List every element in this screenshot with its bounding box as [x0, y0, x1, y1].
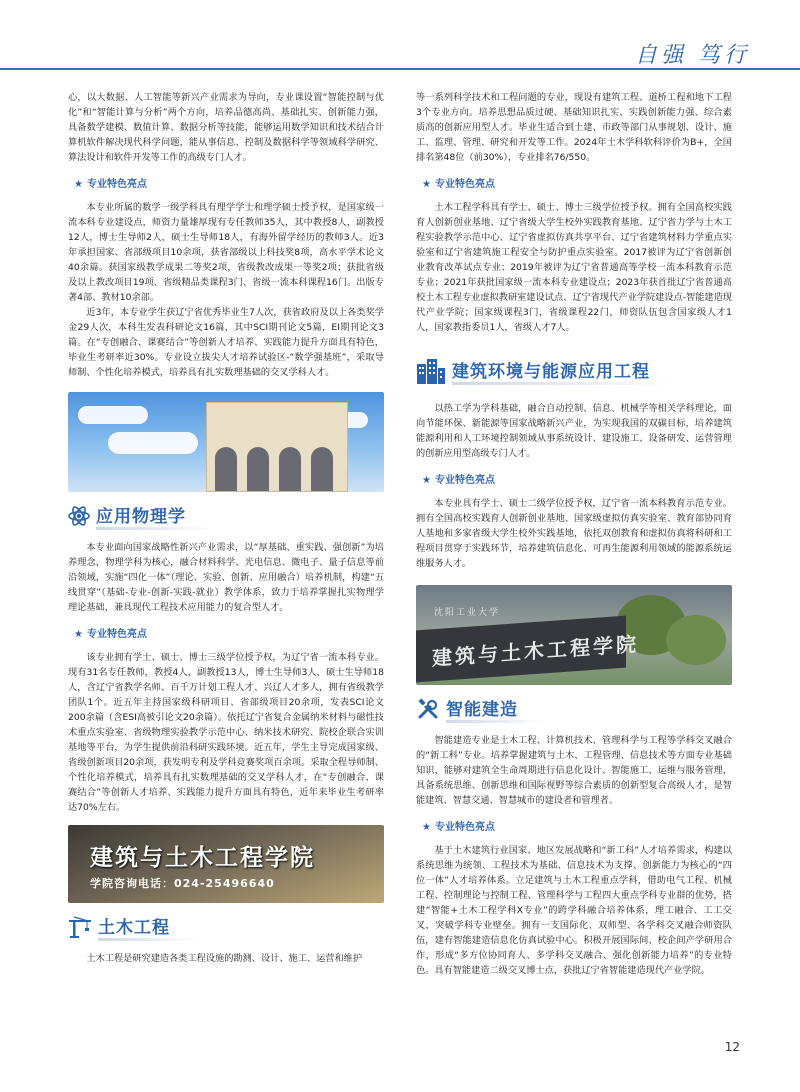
- building-sign-small: 沈阳工业大学: [434, 608, 501, 618]
- smart-intro-paragraph: 智能建造专业是土木工程、计算机技术、管理科学与工程等学科交叉融合的“新工科”专业。培养掌握建筑与土木、工程管理、信息技术等方面专业基础知识，能够对建筑全生命周期进行信息化设计、智能施工、运维与服务管理，具备系统思维、创新思维和国际视野等综合素质的创新型复合高级人才，是智能建筑、智慧交通、智慧城市的建设者和管理者。: [416, 735, 732, 806]
- star-icon: ★: [74, 629, 83, 640]
- physics-title: 应用物理学: [96, 507, 186, 527]
- section-title-smart: [416, 695, 732, 723]
- star-icon: ★: [74, 179, 83, 190]
- star-icon: ★: [422, 822, 431, 833]
- banner-phone: 学院咨询电话：024-25496640: [90, 877, 275, 890]
- env-paragraph-2: 本专业具有学士、硕士二级学位授予权，辽宁省一流本科教育示范专业。拥有全国高校实践育人创新创业基地、国家级虚拟仿真实验室、教育部协同育人基地和多家省级大学生校外实践基地，依托双创教育和虚拟仿真将科研和工程项目贯穿于实践环节，培养建筑信息化、可再生能源利用领域的能源系统运维服务人才。: [416, 498, 732, 569]
- math-paragraph-1: 本专业所属的数学一级学科具有理学学士和理学硕士授予权，是国家级一流本科专业建设点，师资力量雄厚现有专任教师35人，其中教授8人，副教授12人，博士生导师2人，硕士生导师18人，有海外留学经历的教师3人。近3年承担国家、省部级项目10余项，获省部级以上科技奖8项，高水平学术论文40余篇。获国家级教学成果二等奖2项，省级教改成果一等奖2项；获批省级及以上教改项目19项、省级精品类课程3门、省级一流本科课程16门。出版专著4部、教材10余部。: [68, 202, 384, 303]
- buildings-icon: [416, 358, 446, 384]
- section-title-physics: [68, 502, 384, 530]
- atom-icon: [68, 505, 90, 527]
- college-building-photo: [416, 585, 732, 685]
- smart-title: 智能建造: [446, 700, 518, 720]
- section-title-civil: [68, 913, 384, 941]
- building-sign: 建筑与土木工程学院: [432, 631, 639, 671]
- feature-heading-env: ★ 专业特色亮点: [422, 475, 495, 486]
- physics-paragraph-2: 该专业拥有学士、硕士、博士三级学位授予权，为辽宁省一流本科专业。现有31名专任教师，教授4人，副教授13人，博士生导师3人，硕士生导师18人，含辽宁省教学名师、百千万计划工程人才、兴辽人才多人，拥有省级教学团队1个。近五年主持国家级科研项目、省部级项目20余项，发表SCI论文200余篇（含ESI高被引论文20余篇）。依托辽宁省复合金属纳米材料与磁性技术重点实验室、省级物理实验教学示范中心、纳米技术研究、院校企联合实训基地等平台，为学生提供前沿科研实践环境。近五年，学生主导完成国家级、省级创新项目20余项，获发明专利及学科竞赛奖项百余项。采取全程导师制、个性化培养模式，培养具有扎实数理基础的交叉学科人才，在“专创融合、课赛结合”等创新人才培养、实践能力提升方面具有特色，近年来毕业生考研率达70%左右。: [68, 652, 384, 813]
- env-intro-paragraph: 以热工学为学科基础，融合自动控制、信息、机械学等相关学科理论，面向节能环保、新能源等国家战略新兴产业，为实现我国的双碳目标，培养建筑能源利用和人工环境控制领域从事系统设计、建设施工、设备研发、运营管理的创新应用型高级专门人才。: [416, 403, 732, 459]
- civil-paragraph-1: 土木工程是研究建造各类工程设施的勘测、设计、施工、运营和维护: [86, 953, 363, 964]
- star-icon: ★: [422, 179, 431, 190]
- feature-heading-physics: ★ 专业特色亮点: [74, 629, 147, 640]
- tools-icon: [416, 697, 440, 721]
- star-icon: ★: [422, 475, 431, 486]
- feature-heading-math: ★ 专业特色亮点: [74, 179, 147, 190]
- page-number: 12: [724, 1040, 740, 1054]
- banner-title: 建筑与土木工程学院: [90, 845, 315, 871]
- feature-heading-smart: ★ 专业特色亮点: [422, 822, 495, 833]
- physics-intro-paragraph: 本专业面向国家战略性新兴产业需求，以“厚基础、重实践、强创新”为培养理念，物理学科为核心，融合材料科学、光电信息、微电子、量子信息等前沿领域，实施“四化一体”（理论、实验、创新、应用融合）培养机制，构建“五线贯穿”（基础-专业-创新-实践-就业）教学体系，致力于培养掌握扎实物理学理论基础，兼具现代工程技术应用能力的复合型人才。: [68, 542, 384, 613]
- env-title: 建筑环境与能源应用工程: [452, 362, 650, 382]
- campus-arch-photo: [68, 392, 384, 492]
- civil-title: 土木工程: [98, 918, 170, 938]
- crane-icon: [68, 916, 92, 938]
- section-title-env: [416, 357, 732, 385]
- college-banner: [68, 825, 384, 903]
- math-intro-paragraph: 心，以大数据、人工智能等新兴产业需求为导向，专业课设置“智能控制与优化”和“智能计算与分析”两个方向，培养品德高尚、基础扎实、创新能力强，具备数学建模、数值计算、数据分析等技能，能够运用数学知识和技术结合计算机软件解决现代科学问题，能从事信息、控制及数据科学等领域科学研究、算法设计和软件开发等工作的高级专门人才。: [68, 92, 384, 163]
- math-paragraph-2: 近3年，本专业学生获辽宁省优秀毕业生7人次，获省政府及以上各类奖学金29人次，本科生发表科研论文16篇，其中SCI期刊论文5篇，EI期刊论文3篇。在“专创融合、课赛结合”等创新人才培养、实践能力提升方面具有特色，毕业生考研率近30%。专业设立拔尖人才培养试验区-“数学强基班”，采取导师制、个性化培养模式，培养具有扎实数理基础的交叉学科人才。: [68, 307, 384, 378]
- right-column: [416, 90, 732, 978]
- civil-paragraph-3: 土木工程学科具有学士、硕士、博士三级学位授予权。拥有全国高校实践育人创新创业基地、辽宁省级大学生校外实践教育基地、辽宁省力学与土木工程实验教学示范中心、辽宁省虚拟仿真共享平台、辽宁省建筑材料力学重点实验室和辽宁省建筑施工程安全与防护重点实验室。2017被评为辽宁省创新创业教育改革试点专业；2019年被评为辽宁省普通高等学校一流本科教育示范专业；2021年获批国家级一流本科专业建设点；2023年获首批辽宁省普通高校土木工程专业虚拟教研室建设试点、辽宁省现代产业学院建设点-智能建造现代产业学院；国家级课程3门，省级课程22门，师资队伍包含国家级人才1人，国家教指委员1人，省级人才7人。: [416, 202, 732, 333]
- left-column: [68, 90, 384, 966]
- civil-paragraph-2: 等一系列科学技术和工程问题的专业，现设有建筑工程、道桥工程和地下工程3个专业方向。培养思想品质过硬、基础知识扎实、实践创新能力强、综合素质高的创新应用型人才。毕业生适合到土建、市政等部门从事规划、设计、施工、监理、管理、研究和开发等工作。2024年土木学科软科评价为B+，全国排名第48位（前30%），专业排名76/550。: [416, 92, 732, 163]
- feature-heading-civil: ★ 专业特色亮点: [422, 179, 495, 190]
- school-motto: 自强 笃行: [635, 43, 750, 68]
- smart-paragraph-2: 基于土木建筑行业国家、地区发展战略和“新工科”人才培养需求，构建以系统思维为统领、工程技术为基础、信息技术为支撑、创新能力为核心的“四位一体”人才培养体系。立足建筑与土木工程重点学科，借助电气工程、机械工程、控制理论与控制工程、管理科学与工程四大重点学科专业群的优势，搭建“智能+土木工程学科X专业”的跨学科融合培养体系，理工融合、工工交叉，突破学科专业壁垒。拥有一支国际化、双师型、各学科交叉融合师资队伍，建有智能建造信息化仿真试验中心。积极开展国际间、校企间产学研用合作，形成“多方位协同育人、多学科交叉融合、强化创新能力培养”的专业特色。具有智能建造二级交叉博士点，获批辽宁省智能建造现代产业学院。: [416, 845, 732, 976]
